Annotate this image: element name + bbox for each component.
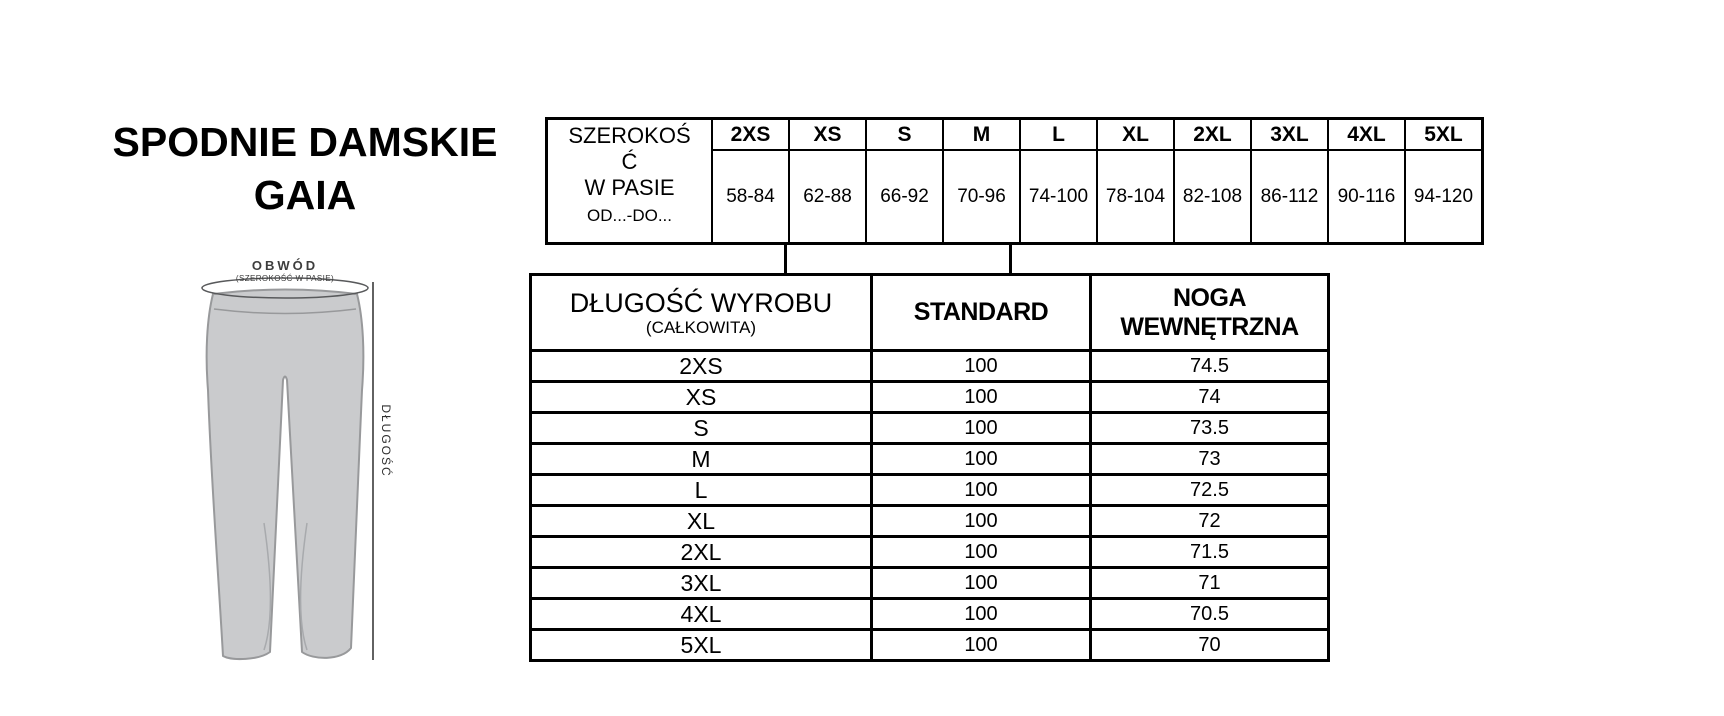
table-row bbox=[531, 413, 1329, 444]
standard-cell: 100 bbox=[872, 630, 1091, 661]
waist-range-cell: 90-116 bbox=[1328, 150, 1405, 244]
inner-leg-cell: 73 bbox=[1091, 444, 1329, 475]
waist-range-cell: 82-108 bbox=[1174, 150, 1251, 244]
size-cell: XS bbox=[531, 382, 872, 413]
table-row bbox=[531, 599, 1329, 630]
standard-cell: 100 bbox=[872, 413, 1091, 444]
inner-leg-cell: 71.5 bbox=[1091, 537, 1329, 568]
size-cell: L bbox=[531, 475, 872, 506]
inner-leg-cell: 70.5 bbox=[1091, 599, 1329, 630]
waist-range-cell: 66-92 bbox=[866, 150, 943, 244]
pants-diagram bbox=[160, 238, 395, 668]
waist-width-header-cell bbox=[547, 119, 713, 244]
inner-leg-cell: 71 bbox=[1091, 568, 1329, 599]
inner-leg-cell: 73.5 bbox=[1091, 413, 1329, 444]
waist-range-cell: 74-100 bbox=[1020, 150, 1097, 244]
length-header-row bbox=[531, 275, 1329, 351]
size-header-cell: 2XL bbox=[1174, 119, 1251, 151]
standard-cell: 100 bbox=[872, 475, 1091, 506]
inner-leg-cell: 72.5 bbox=[1091, 475, 1329, 506]
size-header-cell: 5XL bbox=[1405, 119, 1483, 151]
size-cell: 4XL bbox=[531, 599, 872, 630]
size-header-cell: XL bbox=[1097, 119, 1174, 151]
size-cell: 3XL bbox=[531, 568, 872, 599]
size-cell: S bbox=[531, 413, 872, 444]
size-header-cell: S bbox=[866, 119, 943, 151]
length-header-cell bbox=[531, 275, 872, 351]
inner-leg-cell: 74.5 bbox=[1091, 351, 1329, 382]
page-title-line2: GAIA bbox=[253, 172, 357, 218]
standard-cell: 100 bbox=[872, 382, 1091, 413]
header-from-to-label: OD...-DO... bbox=[587, 206, 672, 225]
standard-cell: 100 bbox=[872, 599, 1091, 630]
waist-range-cell: 58-84 bbox=[712, 150, 789, 244]
table-connector-line bbox=[1009, 243, 1012, 276]
length-header-sub: (CAŁKOWITA) bbox=[645, 318, 757, 337]
table-row bbox=[531, 506, 1329, 537]
inner-leg-cell: 74 bbox=[1091, 382, 1329, 413]
waist-measure-label-group bbox=[160, 258, 410, 283]
table-row bbox=[531, 568, 1329, 599]
size-header-row bbox=[547, 119, 1483, 151]
waist-range-cell: 62-88 bbox=[789, 150, 866, 244]
size-header-cell: XS bbox=[789, 119, 866, 151]
table-row bbox=[531, 382, 1329, 413]
header-line: W PASIE bbox=[584, 175, 675, 200]
size-cell: 5XL bbox=[531, 630, 872, 661]
table-row bbox=[531, 444, 1329, 475]
size-header-cell: 3XL bbox=[1251, 119, 1328, 151]
size-header-cell: 4XL bbox=[1328, 119, 1405, 151]
table-row bbox=[531, 475, 1329, 506]
table-connector-line bbox=[784, 243, 787, 276]
length-header-main: DŁUGOŚĆ WYROBU bbox=[569, 288, 833, 318]
size-header-cell: 2XS bbox=[712, 119, 789, 151]
size-cell: M bbox=[531, 444, 872, 475]
size-cell: XL bbox=[531, 506, 872, 537]
standard-cell: 100 bbox=[872, 506, 1091, 537]
length-label: DŁUGOŚĆ bbox=[379, 404, 393, 478]
table-row bbox=[531, 351, 1329, 382]
waist-range-cell: 94-120 bbox=[1405, 150, 1483, 244]
standard-cell: 100 bbox=[872, 537, 1091, 568]
waist-measure-sublabel: (SZEROKOŚĆ W PASIE) bbox=[235, 274, 335, 283]
product-length-table bbox=[529, 273, 1330, 662]
waist-range-cell: 78-104 bbox=[1097, 150, 1174, 244]
page-title bbox=[75, 116, 535, 222]
waist-range-cell: 70-96 bbox=[943, 150, 1020, 244]
page-title-line1: SPODNIE DAMSKIE bbox=[112, 119, 498, 165]
waist-measure-label: OBWÓD bbox=[251, 258, 319, 273]
waist-width-table bbox=[545, 117, 1484, 245]
waist-range-cell: 86-112 bbox=[1251, 150, 1328, 244]
table-row bbox=[531, 630, 1329, 661]
size-cell: 2XS bbox=[531, 351, 872, 382]
standard-cell: 100 bbox=[872, 568, 1091, 599]
standard-cell: 100 bbox=[872, 444, 1091, 475]
header-line: SZEROKOŚ bbox=[568, 123, 691, 148]
size-cell: 2XL bbox=[531, 537, 872, 568]
size-header-cell: L bbox=[1020, 119, 1097, 151]
header-line: Ć bbox=[621, 149, 638, 174]
standard-header-cell: STANDARD bbox=[872, 275, 1091, 351]
size-header-cell: M bbox=[943, 119, 1020, 151]
inner-leg-cell: 70 bbox=[1091, 630, 1329, 661]
inner-leg-cell: 72 bbox=[1091, 506, 1329, 537]
table-row bbox=[531, 537, 1329, 568]
pants-shape bbox=[207, 290, 364, 660]
standard-cell: 100 bbox=[872, 351, 1091, 382]
inner-leg-header-cell: NOGA WEWNĘTRZNA bbox=[1091, 275, 1329, 351]
